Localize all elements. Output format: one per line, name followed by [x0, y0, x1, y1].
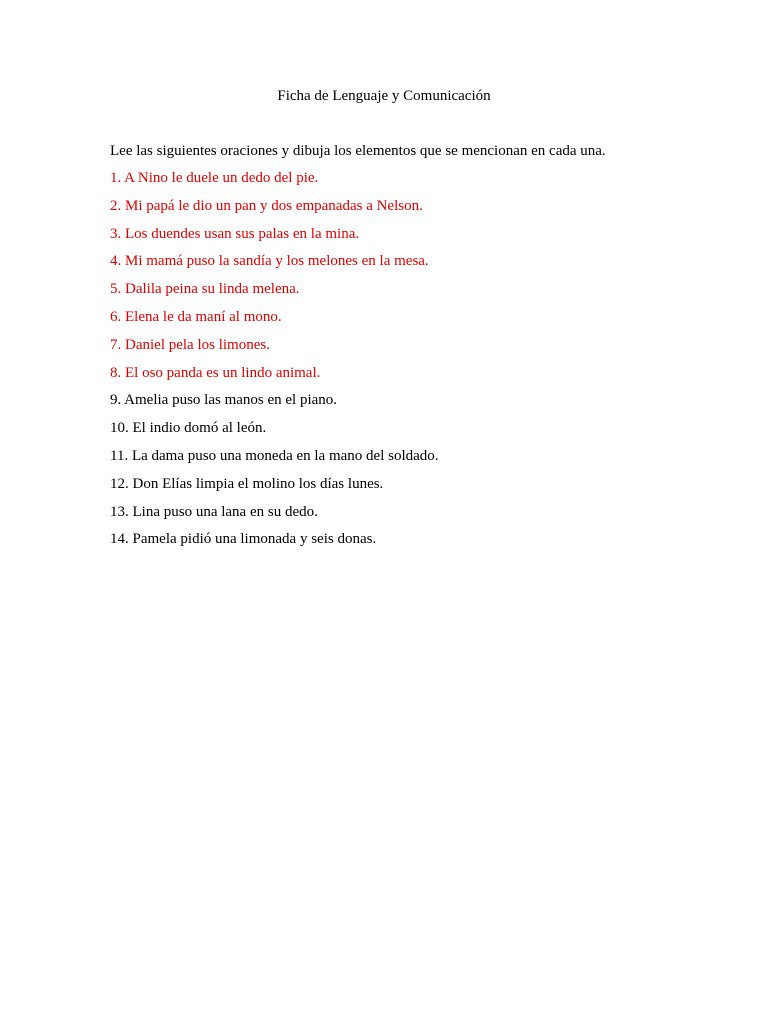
- sentence-item: 9. Amelia puso las manos en el piano.: [110, 392, 338, 409]
- sentence-item: 13. Lina puso una lana en su dedo.: [110, 503, 318, 520]
- sentence-item: 6. Elena le da maní al mono.: [110, 308, 282, 325]
- document-title: Ficha de Lenguaje y Comunicación: [277, 88, 491, 104]
- sentence-item: 7. Daniel pela los limones.: [110, 336, 270, 353]
- instructions-text: Lee las siguientes oraciones y dibuja los elementos que se mencionan en cada una.: [110, 143, 606, 159]
- sentence-item: 10. El indio domó al león.: [110, 420, 267, 437]
- sentence-item: 8. El oso panda es un lindo animal.: [110, 364, 321, 381]
- sentence-item: 11. La dama puso una moneda en la mano del soldado.: [110, 447, 439, 464]
- sentence-item: 1. A Nino le duele un dedo del pie.: [110, 170, 319, 186]
- sentence-item: 4. Mi mamá puso la sandía y los melones en la mesa.: [110, 253, 429, 270]
- sentence-item: 14. Pamela pidió una limonada y seis donas.: [110, 531, 377, 548]
- sentence-item: 3. Los duendes usan sus palas en la mina.: [110, 225, 360, 242]
- sentence-item: 2. Mi papá le dio un pan y dos empanadas a Nelson.: [110, 197, 423, 214]
- sentence-item: 5. Dalila peina su linda melena.: [110, 281, 300, 298]
- sentence-item: 12. Don Elías limpia el molino los días lunes.: [110, 475, 384, 492]
- sentence-list: [110, 168, 439, 557]
